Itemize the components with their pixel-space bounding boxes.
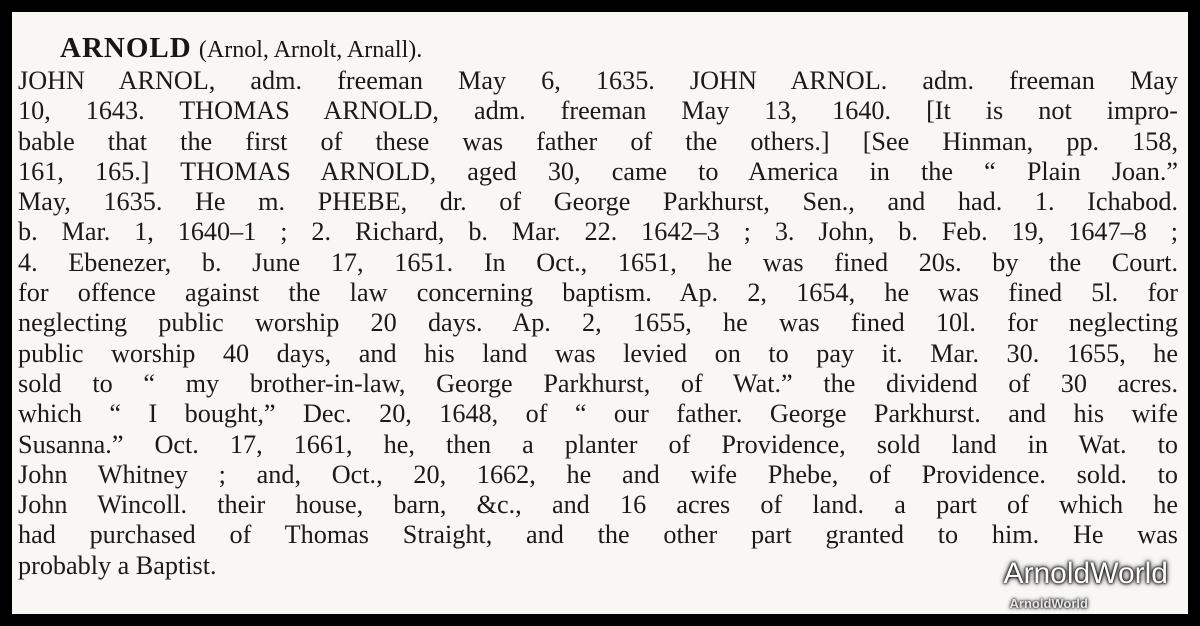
document-page (12, 12, 1188, 614)
watermark-logo: ArnoldWorld (1003, 557, 1168, 590)
text-line: Susanna.” Oct. 17, 1661, he, then a planter of Providence, sold land in Wat. to (18, 429, 1178, 459)
text-line: public worship 40 days, and his land was levied on to pay it. Mar. 30. 1655, he (18, 338, 1178, 368)
text-line: 161, 165.] THOMAS ARNOLD, aged 30, came to America in the “ Plain Joan.” (18, 156, 1178, 186)
text-line: 4. Ebenezer, b. June 17, 1651. In Oct., 1651, he was fined 20s. by the Court. (18, 247, 1178, 277)
text-line: had purchased of Thomas Straight, and the other part granted to him. He was (18, 520, 1178, 550)
text-line: JOHN ARNOL, adm. freeman May 6, 1635. JOHN ARNOL. adm. freeman May (18, 66, 1178, 95)
text-line: May, 1635. He m. PHEBE, dr. of George Parkhurst, Sen., and had. 1. Ichabod. (18, 187, 1178, 217)
entry-variants: (Arnol, Arnolt, Arnall). (198, 37, 423, 63)
entry-heading (60, 32, 422, 65)
entry-body (18, 66, 1178, 581)
entry-surname: ARNOLD (60, 32, 192, 64)
text-line: neglecting public worship 20 days. Ap. 2, 1655, he was fined 10l. for neglecting (18, 308, 1178, 338)
text-line: John Wincoll. their house, barn, &c., and 16 acres of land. a part of which he (18, 490, 1178, 520)
text-line: probably a Baptist. (18, 550, 217, 580)
text-line: 10, 1643. THOMAS ARNOLD, adm. freeman May 13, 1640. [It is not impro- (18, 96, 1178, 126)
text-line: b. Mar. 1, 1640–1 ; 2. Richard, b. Mar. 22. 1642–3 ; 3. John, b. Feb. 19, 1647–8 ; (18, 217, 1178, 247)
watermark-subtext: ArnoldWorld (1009, 596, 1088, 611)
text-line: which “ I bought,” Dec. 20, 1648, of “ our father. George Parkhurst. and his wife (18, 399, 1178, 429)
text-line: bable that the first of these was father of the others.] [See Hinman, pp. 158, (18, 126, 1178, 156)
text-line: for offence against the law concerning baptism. Ap. 2, 1654, he was fined 5l. for (18, 278, 1178, 308)
text-line: sold to “ my brother-in-law, George Parkhurst, of Wat.” the dividend of 30 acres. (18, 368, 1178, 398)
text-line: John Whitney ; and, Oct., 20, 1662, he and wife Phebe, of Providence. sold. to (18, 459, 1178, 489)
